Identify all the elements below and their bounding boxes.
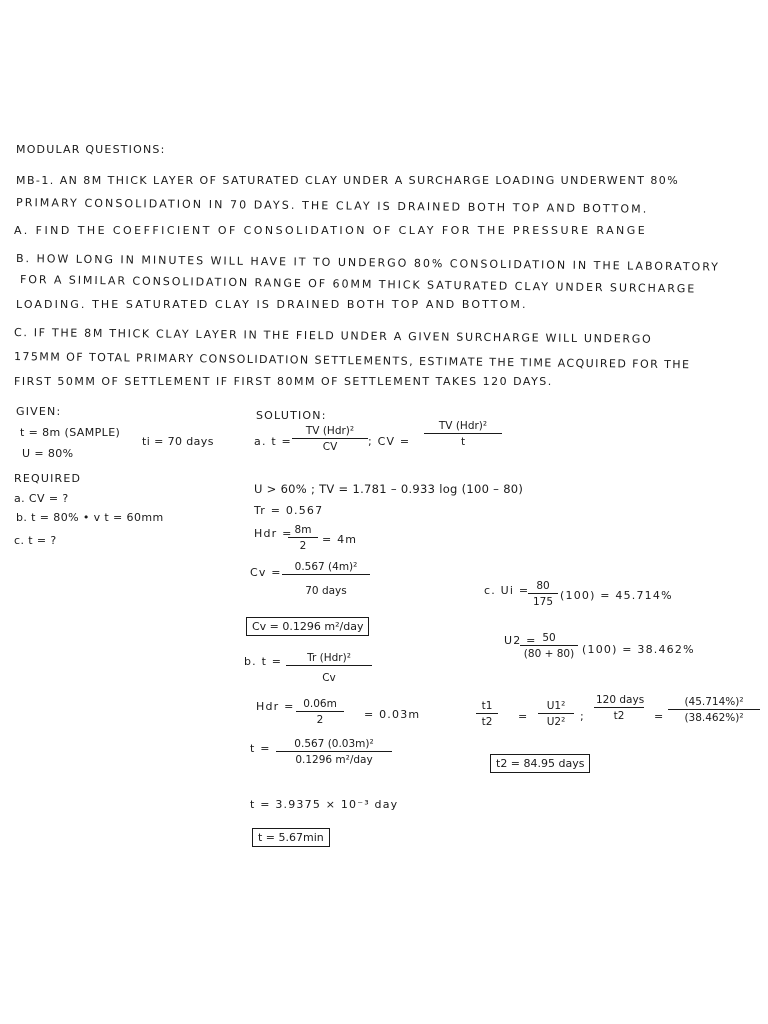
sol-b-hdr-denominator: 2 — [316, 714, 324, 726]
sol-b-hdr-numerator: 0.06m — [296, 698, 344, 712]
sol-b-answer-box: t = 5.67min — [252, 828, 330, 847]
sol-b-hdr-prefix: Hdr = — [256, 700, 295, 713]
sol-c-u1-result: (100) = 45.714% — [560, 589, 673, 602]
required-c: c. t = ? — [14, 534, 57, 547]
sol-c-semicolon: ; — [580, 710, 585, 723]
sol-a-answer-box: Cv = 0.1296 m²/day — [246, 617, 369, 636]
required-a: a. CV = ? — [14, 492, 69, 505]
sol-b-t-result: t = 3.9375 × 10⁻³ day — [250, 798, 399, 811]
sol-a-cv-fraction — [424, 420, 502, 448]
sol-b-hdr-fraction — [296, 698, 344, 726]
sol-cv-denominator: 70 days — [305, 585, 347, 597]
given-degree: U = 80% — [22, 447, 74, 460]
problem-part-b-line-3: LOADING. THE SATURATED CLAY IS DRAINED BOTH TOP AND BOTTOM. — [16, 298, 528, 311]
sol-c-u2-numerator: 50 — [520, 632, 578, 646]
sol-a-separator: ; CV = — [368, 435, 411, 448]
sol-c-equals-1: = — [518, 710, 529, 723]
given-label: GIVEN: — [16, 405, 62, 418]
problem-part-c-line-1: C. IF THE 8M THICK CLAY LAYER IN THE FIELD UNDER A GIVEN SURCHARGE WILL UNDERGO — [13, 326, 653, 346]
solution-label: SOLUTION: — [256, 409, 327, 422]
sol-b-t-fraction — [276, 738, 392, 766]
sol-tr-value: Tr = 0.567 — [254, 504, 324, 517]
sol-a-prefix: a. t = — [254, 435, 292, 448]
problem-part-a: A. FIND THE COEFFICIENT OF CONSOLIDATION OF CLAY FOR THE PRESSURE RANGE — [14, 224, 648, 237]
required-label: REQUIRED — [14, 472, 82, 485]
sol-hdr-denominator: 2 — [299, 540, 307, 552]
sol-c-ratio-percent — [668, 696, 760, 724]
sol-a-formula-denominator: CV — [322, 441, 338, 453]
problem-line-1: MB-1. AN 8M THICK LAYER OF SATURATED CLAY UNDER A SURCHARGE LOADING UNDERWENT 80% — [16, 174, 680, 187]
sol-b-prefix: b. t = — [244, 655, 283, 668]
page-heading: MODULAR QUESTIONS: — [16, 143, 166, 156]
sol-b-hdr-result: = 0.03m — [364, 708, 421, 721]
sol-c-u1-numerator: 80 — [528, 580, 558, 594]
sol-c-answer-box: t2 = 84.95 days — [490, 754, 590, 773]
sol-a-formula-fraction — [292, 425, 368, 453]
sol-c-u1-fraction — [528, 580, 558, 608]
sol-a-cv-denominator: t — [460, 436, 466, 448]
sol-c-u1-prefix: c. Ui = — [484, 584, 530, 597]
sol-hdr-numerator: 8m — [288, 524, 318, 538]
sol-hdr-result: = 4m — [322, 533, 358, 546]
sol-c-u2-fraction — [520, 632, 578, 660]
sol-c-equals-2: = — [654, 710, 665, 723]
sol-tv-equation: U > 60% ; TV = 1.781 – 0.933 log (100 – 80) — [254, 482, 524, 496]
sol-c-ratio-days-numerator: 120 days — [596, 694, 645, 706]
sol-c-ratio-time-numerator: t1 — [476, 700, 498, 714]
sol-b-t-numerator: 0.567 (0.03m)² — [276, 738, 392, 752]
sol-cv-prefix: Cv = — [250, 566, 282, 579]
sol-a-formula-numerator: TV (Hdr)² — [292, 425, 368, 439]
sol-c-ratio-percent-numerator: (45.714%)² — [668, 696, 760, 710]
problem-line-2: PRIMARY CONSOLIDATION IN 70 DAYS. THE CLAY IS DRAINED BOTH TOP AND BOTTOM. — [15, 196, 649, 216]
sol-hdr-prefix: Hdr = — [254, 527, 293, 540]
sol-c-ratio-degree-denominator: U2² — [546, 716, 566, 728]
sol-c-u2-denominator: (80 + 80) — [523, 648, 575, 660]
given-thickness: t = 8m (SAMPLE) — [20, 426, 121, 439]
problem-part-c-line-3: FIRST 50MM OF SETTLEMENT IF FIRST 80MM OF SETTLEMENT TAKES 120 DAYS. — [14, 375, 553, 388]
sol-b-t-prefix: t = — [250, 742, 271, 755]
problem-part-b-line-1: B. HOW LONG IN MINUTES WILL HAVE IT TO UNDERGO 80% CONSOLIDATION IN THE LABORATORY — [15, 252, 720, 274]
problem-part-b-line-2: FOR A SIMILAR CONSOLIDATION RANGE OF 60MM THICK SATURATED CLAY UNDER SURCHARGE — [19, 273, 697, 296]
problem-part-c-line-2: 175MM OF TOTAL PRIMARY CONSOLIDATION SETTLEMENTS, ESTIMATE THE TIME ACQUIRED FOR THE — [13, 350, 691, 372]
sol-c-u2-prefix: U2 = — [504, 634, 537, 647]
sol-c-ratio-percent-denominator: (38.462%)² — [684, 712, 744, 724]
sol-b-t-denominator: 0.1296 m²/day — [295, 754, 373, 766]
sol-hdr-fraction — [288, 524, 318, 552]
sol-b-formula-numerator: Tr (Hdr)² — [286, 652, 372, 666]
sol-a-cv-numerator: TV (Hdr)² — [424, 420, 502, 434]
given-time: ti = 70 days — [142, 435, 214, 448]
sol-c-ratio-time-denominator: t2 — [481, 716, 493, 728]
required-b: b. t = 80% • v t = 60mm — [16, 511, 164, 524]
sol-c-u1-denominator: 175 — [532, 596, 554, 608]
sol-c-ratio-days — [594, 694, 644, 722]
sol-c-ratio-time — [476, 700, 498, 728]
sol-b-formula-fraction — [286, 652, 372, 684]
sol-b-formula-denominator: Cv — [322, 672, 336, 684]
sol-c-ratio-days-denominator: t2 — [613, 710, 625, 722]
sol-c-ratio-degree-numerator: U1² — [538, 700, 574, 714]
sol-c-u2-result: (100) = 38.462% — [582, 643, 695, 656]
sol-cv-numerator: 0.567 (4m)² — [282, 561, 370, 575]
sol-cv-fraction — [282, 561, 370, 597]
sol-c-ratio-degree — [538, 700, 574, 728]
